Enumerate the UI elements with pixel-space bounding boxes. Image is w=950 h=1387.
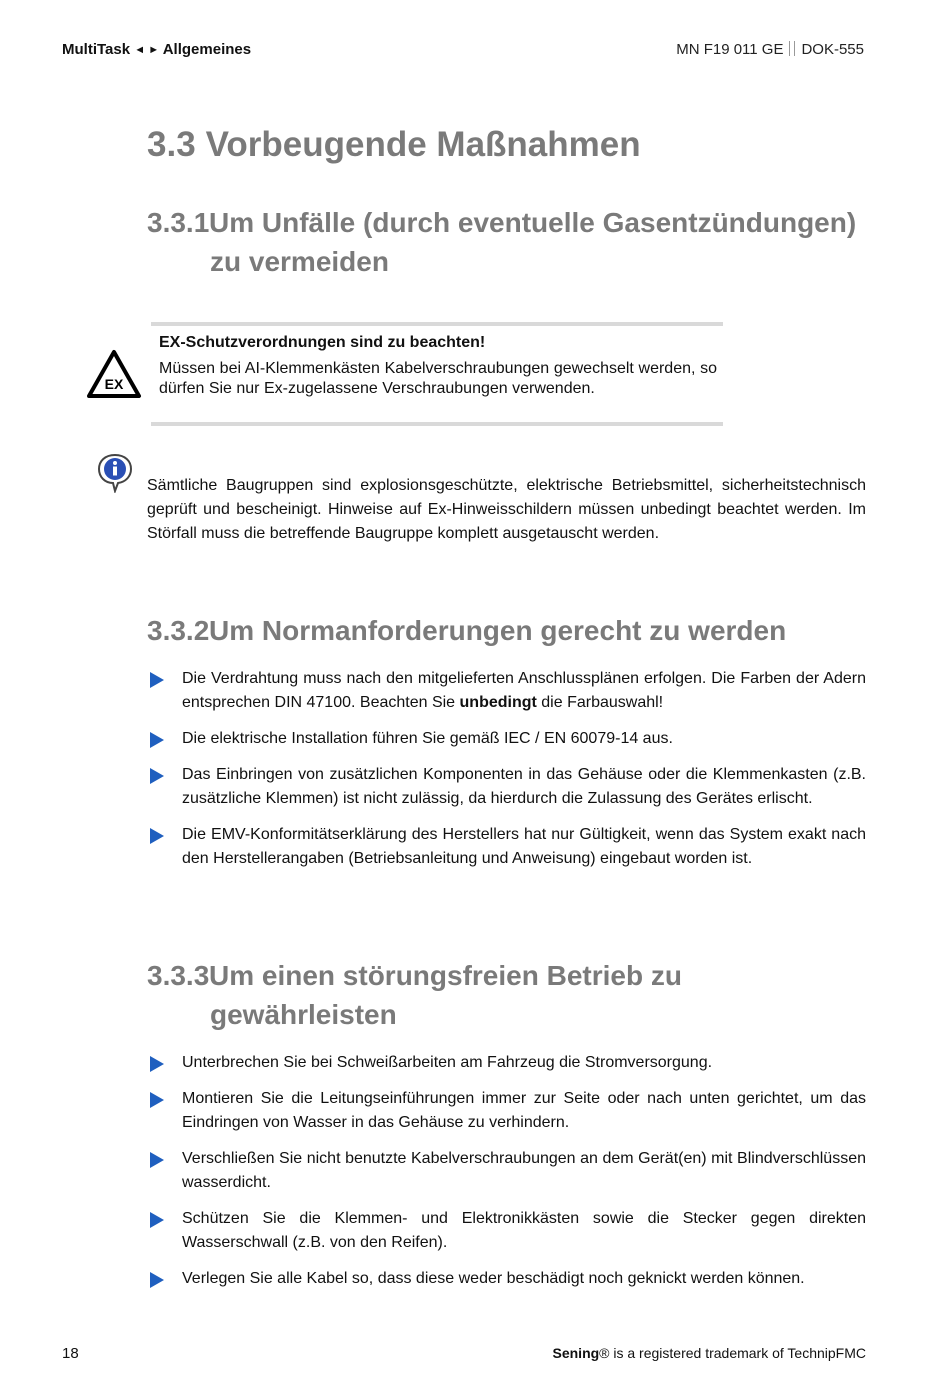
subsection-title-2: Um Normanforderungen gerecht zu werden (209, 615, 787, 646)
list-item (150, 1087, 866, 1135)
triangle-right-icon (150, 768, 164, 784)
header-arrows-icon: ◄ ► (134, 44, 160, 56)
list-item (150, 1267, 866, 1291)
ex-warning-icon (86, 349, 142, 399)
subsection-number-1: 3.3.1 (147, 207, 210, 238)
section-number: 3.3 (147, 125, 196, 164)
subsection-title-1-line1: Um Unfälle (durch eventuelle Gasentzündungen) (209, 207, 857, 238)
norm-requirements-list (150, 667, 866, 871)
subsection-title-1-line2: zu vermeiden (210, 246, 389, 277)
header-separator (789, 41, 795, 56)
list-item (150, 1207, 866, 1255)
subsection-heading-2 (147, 611, 786, 650)
list-item (150, 1147, 866, 1195)
header-doc-id: DOK-555 (801, 41, 864, 58)
list-item-text: Verlegen Sie alle Kabel so, dass diese weder beschädigt noch geknickt werden können. (182, 1270, 805, 1287)
header-doc-number: MN F19 011 GE (676, 41, 784, 58)
subsection-number-2: 3.3.2 (147, 615, 210, 646)
triangle-right-icon (150, 1092, 164, 1108)
header-product: MultiTask (62, 41, 131, 58)
running-header-right (676, 41, 864, 58)
subsection-number-3: 3.3.3 (147, 960, 210, 991)
operation-tips-list (150, 1051, 866, 1291)
warning-text: Müssen bei AI-Klemmenkästen Kabelverschraubungen gewechselt werden, so dürfen Sie nur Ex-zugelassene Verschraubungen verwenden. (159, 360, 717, 397)
trademark-footer (553, 1345, 867, 1361)
footer-trademark-text: ® is a registered trademark of TechnipFMC (599, 1345, 866, 1361)
list-item-text: Montieren Sie die Leitungseinführungen immer zur Seite oder nach unten gerichtet, um das Eindringen von Wasser in das Gehäuse zu verhindern. (182, 1090, 866, 1131)
subsection-title-3-line2: gewährleisten (210, 999, 397, 1030)
list-item-text: Die elektrische Installation führen Sie gemäß IEC / EN 60079-14 aus. (182, 730, 673, 747)
warning-title: EX-Schutzverordnungen sind zu beachten! (159, 334, 486, 351)
info-paragraph: Sämtliche Baugruppen sind explosionsgeschützte, elektrische Betriebsmittel, sicherheitstechnisch geprüft und bescheinigt. Hinweise auf Ex-Hinweisschildern müssen unbedingt beachtet werden. Im Störfall muss die betreffende Baugruppe komplett ausgetauscht werden. (147, 477, 866, 542)
triangle-right-icon (150, 1212, 164, 1228)
list-item (150, 727, 866, 751)
triangle-right-icon (150, 672, 164, 688)
svg-text:EX: EX (104, 376, 124, 392)
list-item-text: Das Einbringen von zusätzlichen Komponenten in das Gehäuse oder die Klemmenkasten (z.B. zusätzliche Klemmen) ist nicht zulässig, da hierdurch die Zulassung des Gerätes erlischt. (182, 766, 866, 807)
list-item-text: Die EMV-Konformitätserklärung des Herstellers hat nur Gültigkeit, wenn das System exakt nach den Herstellerangaben (Betriebsanleitung und Anweisung) eingebaut worden ist. (182, 826, 866, 867)
section-title: Vorbeugende Maßnahmen (205, 125, 641, 164)
triangle-right-icon (150, 732, 164, 748)
warning-box (151, 322, 723, 426)
header-chapter: Allgemeines (162, 41, 252, 58)
triangle-right-icon (150, 1056, 164, 1072)
section-heading (147, 125, 641, 165)
triangle-right-icon (150, 1152, 164, 1168)
list-item-text: Unterbrechen Sie bei Schweißarbeiten am Fahrzeug die Stromversorgung. (182, 1054, 713, 1071)
subsection-title-3-line1: Um einen störungsfreien Betrieb zu (209, 960, 682, 991)
list-item (150, 763, 866, 811)
list-item (150, 1051, 866, 1075)
footer-brand: Sening (552, 1345, 600, 1361)
list-item-text-part: die Farbauswahl! (536, 694, 664, 711)
page-number: 18 (62, 1345, 79, 1362)
triangle-right-icon (150, 828, 164, 844)
list-item (150, 823, 866, 871)
list-item-text: Verschließen Sie nicht benutzte Kabelverschraubungen an dem Gerät(en) mit Blindverschlüssen wasserdicht. (182, 1150, 866, 1191)
running-header-left (62, 41, 251, 58)
list-item-emphasis: unbedingt (459, 694, 537, 711)
subsection-heading-1 (147, 203, 856, 281)
info-icon (97, 453, 133, 493)
list-item-text: Schützen Sie die Klemmen- und Elektronikkästen sowie die Stecker gegen direkten Wasserschwall (z.B. von den Reifen). (182, 1210, 866, 1251)
list-item-text-part: Die Verdrahtung muss nach den mitgelieferten Anschlussplänen erfolgen. Die Farben der Adern entsprechen DIN 47100. Beachten Sie (182, 670, 866, 711)
list-item (150, 667, 866, 715)
subsection-heading-3 (147, 956, 682, 1034)
triangle-right-icon (150, 1272, 164, 1288)
